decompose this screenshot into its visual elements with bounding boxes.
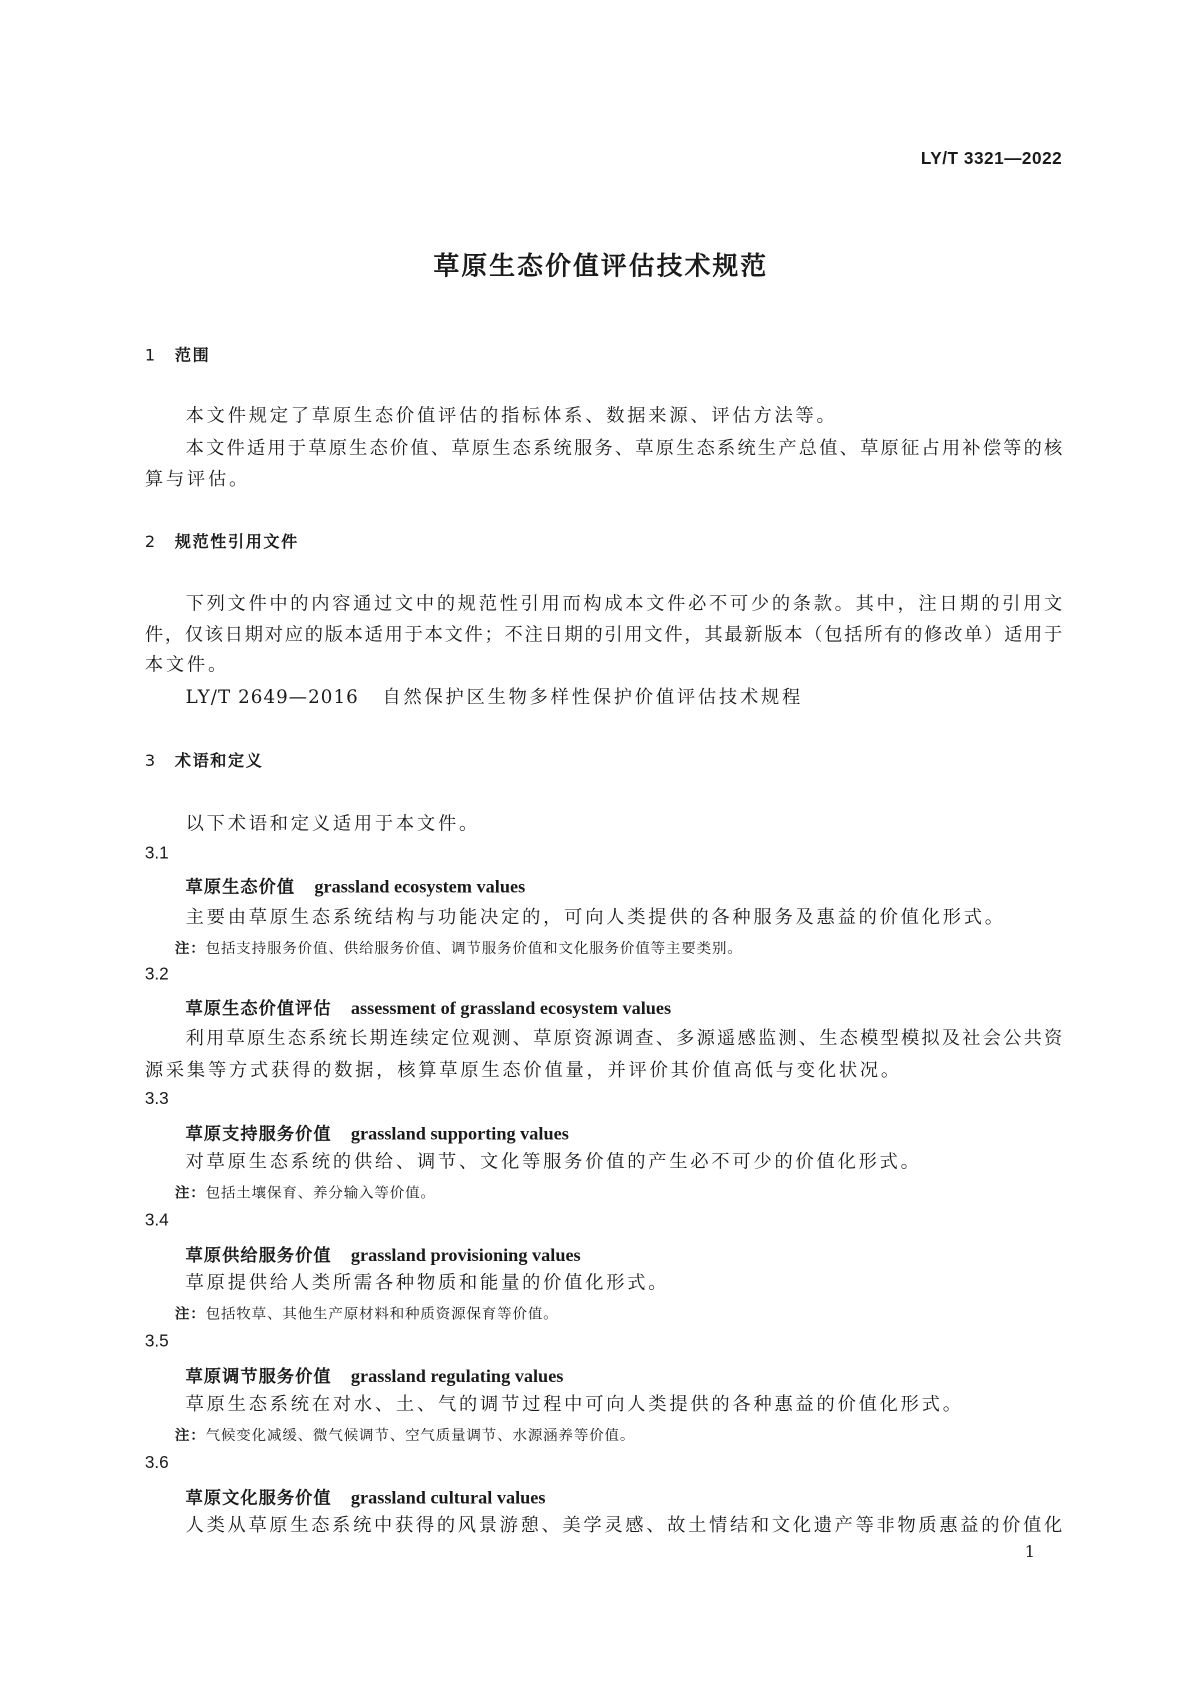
term-en: grassland supporting values <box>350 1123 569 1144</box>
clause-number: 3.2 <box>144 965 169 984</box>
standard-number: LY/T 3321—2022 <box>920 150 1063 169</box>
term-definition: 对草原生态系统的供给、调节、文化等服务价值的产生必不可少的价值化形式。 <box>185 1151 922 1173</box>
term-definition: 人类从草原生态系统中获得的风景游憩、美学灵感、故土情结和文化遗产等非物质惠益的价值化 <box>185 1515 1063 1537</box>
page-number: 1 <box>1024 1541 1035 1562</box>
term-en: assessment of grassland ecosystem values <box>350 997 672 1019</box>
document-title: 草原生态价值评估技术规范 <box>433 251 769 282</box>
note <box>175 1423 635 1444</box>
term-heading <box>186 1241 581 1266</box>
section-title: 术语和定义 <box>174 751 264 771</box>
section-1-heading <box>145 343 210 366</box>
note-text: 气候变化减缓、微气候调节、空气质量调节、水源涵养等价值。 <box>205 1427 636 1445</box>
reference-code: LY/T 2649—2016 <box>185 686 359 709</box>
term-en: grassland cultural values <box>350 1487 546 1508</box>
term-heading <box>186 1363 564 1388</box>
clause-number: 3.1 <box>144 844 169 863</box>
clause-number: 3.4 <box>144 1211 169 1230</box>
paragraph: 下列文件中的内容通过文中的规范性引用而构成本文件必不可少的条款。其中，注日期的引用文 <box>185 593 1063 615</box>
clause-number: 3.5 <box>144 1332 169 1351</box>
note-text: 包括土壤保育、养分输入等价值。 <box>205 1184 436 1202</box>
note-text: 包括支持服务价值、供给服务价值、调节服务价值和文化服务价值等主要类别。 <box>205 939 743 958</box>
paragraph: 本文件。 <box>144 654 229 676</box>
term-definition: 草原生态系统在对水、土、气的调节过程中可向人类提供的各种惠益的价值化形式。 <box>185 1393 964 1416</box>
normative-reference <box>186 686 803 710</box>
term-en: grassland ecosystem values <box>314 876 526 898</box>
note <box>175 1302 559 1323</box>
term-zh: 草原生态价值评估 <box>185 997 332 1019</box>
section-2-heading <box>145 530 299 553</box>
paragraph: 本文件规定了草原生态价值评估的指标体系、数据来源、评估方法等。 <box>185 405 838 428</box>
note-text: 包括牧草、其他生产原材料和种质资源保育等价值。 <box>205 1305 559 1324</box>
paragraph: 本文件适用于草原生态价值、草原生态系统服务、草原生态系统生产总值、草原征占用补偿等的核 <box>185 437 1063 460</box>
section-title: 范围 <box>174 345 211 365</box>
term-en: grassland provisioning values <box>350 1244 581 1266</box>
term-zh: 草原调节服务价值 <box>185 1365 332 1387</box>
term-zh: 草原文化服务价值 <box>185 1487 332 1508</box>
note-label: 注： <box>174 1184 206 1202</box>
clause-number: 3.3 <box>144 1090 169 1109</box>
note <box>175 936 743 957</box>
term-heading <box>186 1484 546 1509</box>
note <box>175 1180 436 1201</box>
term-zh: 草原支持服务价值 <box>185 1123 332 1144</box>
term-zh: 草原生态价值 <box>185 876 296 898</box>
term-definition: 主要由草原生态系统结构与功能决定的，可向人类提供的各种服务及惠益的价值化形式。 <box>185 906 1006 929</box>
term-heading <box>186 1120 569 1145</box>
note-label: 注： <box>174 1305 206 1324</box>
reference-name: 自然保护区生物多样性保护价值评估技术规程 <box>382 686 804 709</box>
note-label: 注： <box>174 939 206 958</box>
section-number: 2 <box>144 532 157 552</box>
term-definition: 利用草原生态系统长期连续定位观测、草原资源调查、多源遥感监测、生态模型模拟及社会公共资 <box>185 1027 1063 1050</box>
clause-number: 3.6 <box>144 1453 169 1473</box>
paragraph: 件，仅该日期对应的版本适用于本文件；不注日期的引用文件，其最新版本（包括所有的修改单）适用于 <box>144 624 1063 646</box>
term-en: grassland regulating values <box>350 1365 564 1387</box>
term-heading <box>186 995 671 1020</box>
term-heading <box>186 873 526 898</box>
section-title: 规范性引用文件 <box>174 532 299 552</box>
section-3-heading <box>145 749 264 772</box>
term-definition: 草原提供给人类所需各种物质和能量的价值化形式。 <box>185 1272 670 1295</box>
note-label: 注： <box>174 1427 206 1445</box>
paragraph: 以下术语和定义适用于本文件。 <box>185 813 481 835</box>
term-zh: 草原供给服务价值 <box>185 1244 332 1266</box>
section-number: 3 <box>144 751 157 771</box>
section-number: 1 <box>144 345 157 365</box>
paragraph: 算与评估。 <box>144 468 251 491</box>
term-definition: 源采集等方式获得的数据，核算草原生态价值量，并评价其价值高低与变化状况。 <box>144 1060 902 1082</box>
